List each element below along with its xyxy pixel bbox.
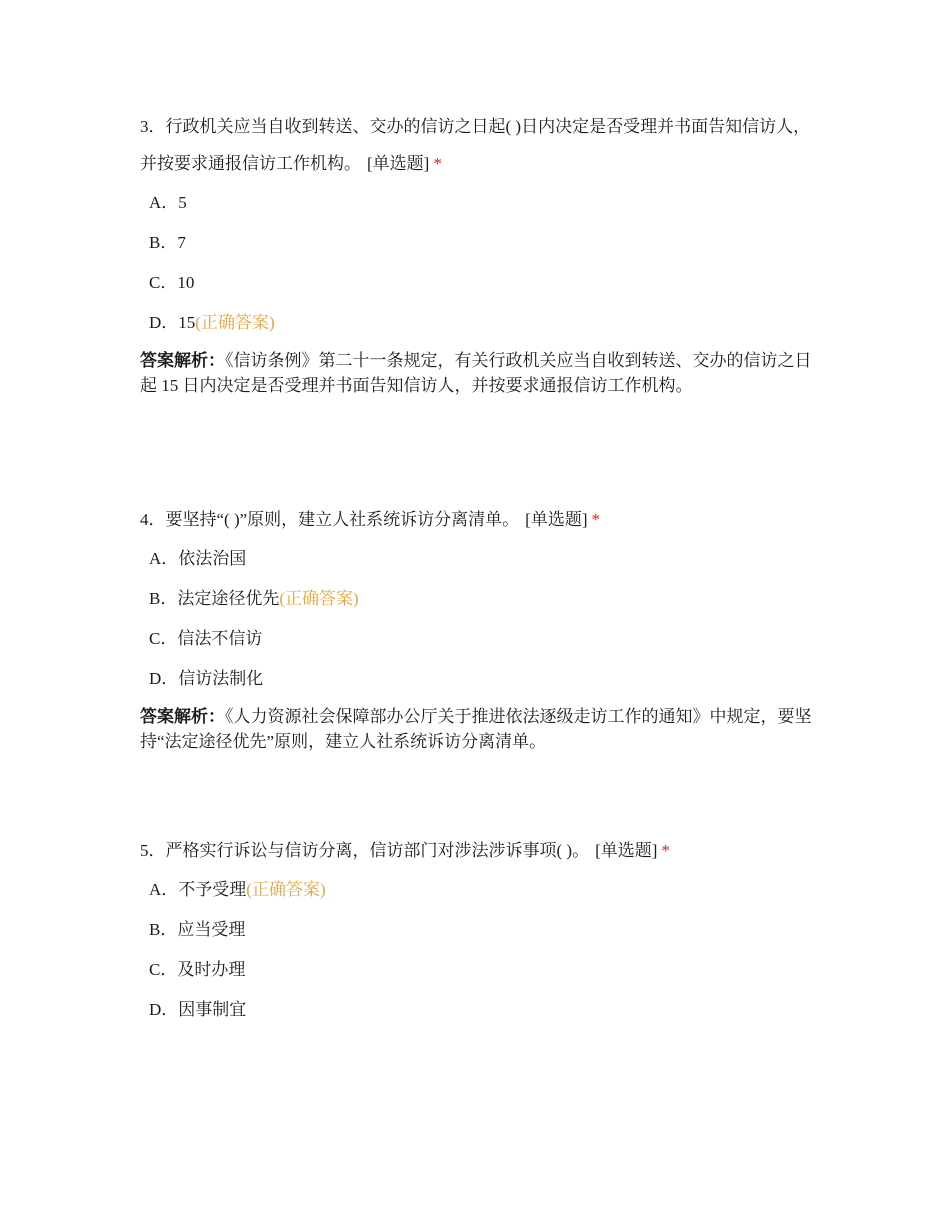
option-text: 法定途径优先	[177, 589, 280, 608]
option-text: 15	[178, 313, 196, 332]
option-text: 因事制宜	[178, 1000, 247, 1019]
option-b: B．7	[149, 233, 186, 252]
option-b: B．法定途径优先(正确答案)	[149, 589, 359, 608]
question-title: 4．要坚持“( )”原则，建立人社系统诉访分离清单。 [单选题] *	[140, 510, 600, 529]
question-stem: 行政机关应当自收到转送、交办的信访之日起( )日内决定是否受理并书面告知信访人，并按要求通报信访工作机构。	[140, 117, 811, 173]
explanation-label: 答案解析：	[140, 707, 225, 726]
question-number: 5	[140, 841, 149, 860]
correct-answer-mark: (正确答案)	[246, 880, 326, 899]
question-stem: 严格实行诉讼与信访分离，信访部门对涉法涉诉事项( )。	[165, 841, 590, 860]
option-text: 不予受理	[178, 880, 247, 899]
question-stem: 要坚持“( )”原则，建立人社系统诉访分离清单。	[165, 510, 520, 529]
option-d: D．信访法制化	[149, 669, 264, 688]
option-b: B．应当受理	[149, 920, 246, 939]
option-a: A．依法治国	[149, 549, 247, 568]
option-c: C．及时办理	[149, 960, 246, 979]
option-c: C．信法不信访	[149, 629, 263, 648]
option-c: C．10	[149, 273, 195, 292]
option-list	[140, 550, 820, 710]
option-text: 信法不信访	[177, 629, 263, 648]
option-list	[140, 881, 820, 1041]
question-type-tag: [单选题]	[367, 154, 430, 173]
correct-answer-mark: (正确答案)	[279, 589, 359, 608]
required-mark: *	[433, 154, 442, 173]
explanation-label: 答案解析：	[140, 351, 225, 370]
option-text: 及时办理	[177, 960, 246, 979]
question-number: 3	[140, 117, 149, 136]
question-4	[140, 501, 820, 754]
option-list	[140, 194, 820, 354]
option-a: A．不予受理(正确答案)	[149, 880, 326, 899]
option-text: 依法治国	[178, 549, 247, 568]
option-a: A．5	[149, 193, 187, 212]
question-type-tag: [单选题]	[595, 841, 658, 860]
option-text: 7	[177, 233, 186, 252]
question-title: 5．严格实行诉讼与信访分离，信访部门对涉法涉诉事项( )。 [单选题] *	[140, 841, 670, 860]
option-d: D．因事制宜	[149, 1000, 247, 1019]
correct-answer-mark: (正确答案)	[195, 313, 275, 332]
question-title: 3．行政机关应当自收到转送、交办的信访之日起( )日内决定是否受理并书面告知信访人，并按要求通报信访工作机构。 [单选题] *	[140, 117, 811, 173]
option-text: 5	[178, 193, 187, 212]
explanation-text: 《人力资源社会保障部办公厅关于推进依法逐级走访工作的通知》中规定，要坚持“法定途径优先”原则，建立人社系统诉访分离清单。	[140, 707, 812, 751]
answer-explanation	[140, 704, 820, 754]
required-mark: *	[591, 510, 600, 529]
answer-explanation	[140, 348, 820, 398]
question-5	[140, 832, 820, 1041]
required-mark: *	[661, 841, 670, 860]
option-text: 信访法制化	[178, 669, 264, 688]
option-d: D．15(正确答案)	[149, 313, 275, 332]
option-text: 10	[177, 273, 195, 292]
question-number: 4	[140, 510, 149, 529]
option-text: 应当受理	[177, 920, 246, 939]
question-type-tag: [单选题]	[525, 510, 588, 529]
explanation-text: 《信访条例》第二十一条规定，有关行政机关应当自收到转送、交办的信访之日起 15 日内决定是否受理并书面告知信访人，并按要求通报信访工作机构。	[140, 351, 812, 395]
question-3	[140, 108, 820, 398]
